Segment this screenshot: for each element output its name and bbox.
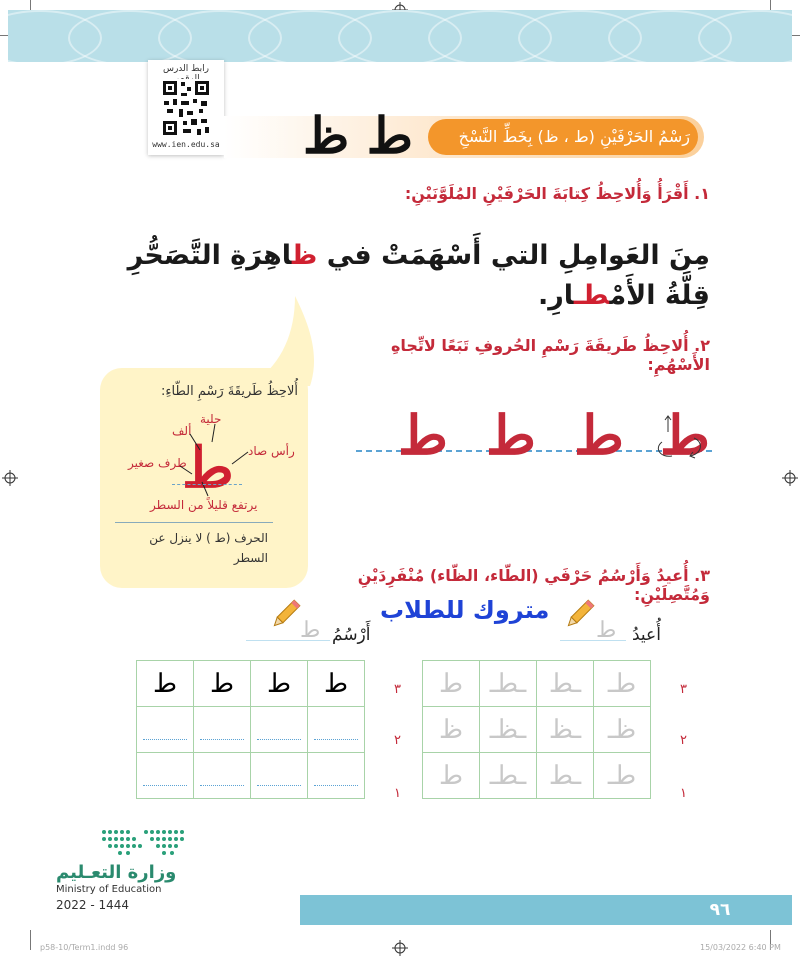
- cell-letter: طـ: [607, 760, 637, 791]
- qr-code-box[interactable]: [148, 60, 224, 155]
- grid-cell[interactable]: [194, 753, 251, 799]
- cell-letter: ط: [438, 668, 464, 699]
- row-number: ١: [680, 786, 687, 801]
- stroke-letter: ط: [660, 403, 710, 467]
- grid-cell[interactable]: [594, 753, 651, 799]
- callout-title: أُلاحِظُ طَريقَةَ رَسْمِ الطّاءِ:: [161, 384, 298, 399]
- cell-letter: ظـ: [607, 714, 637, 745]
- students-note: متروك للطلاب: [380, 596, 550, 624]
- label-ras-sad: رأس صاد: [248, 444, 295, 458]
- grid-cell[interactable]: [480, 661, 537, 707]
- cell-letter: ـط: [548, 760, 582, 791]
- label-rise: يرتفع قليلاً من السطر: [150, 498, 258, 512]
- stroke-letter: ط: [486, 403, 536, 467]
- stroke-direction-arrows-icon: [650, 412, 710, 464]
- grid-row: [137, 661, 365, 707]
- faint-letter: ط: [596, 618, 617, 643]
- grid-cell[interactable]: [251, 707, 308, 753]
- grid-row: [423, 753, 651, 799]
- faint-letter: ط: [300, 618, 321, 643]
- crop-mark: [30, 930, 31, 950]
- callout-baseline: [172, 484, 242, 485]
- sentence-part: مِنَ العَوامِلِ التي أَسْهَمَتْ في: [317, 240, 710, 271]
- grid-cell[interactable]: [194, 707, 251, 753]
- cell-letter: طـ: [607, 668, 637, 699]
- title-letters: ط ظ: [303, 106, 413, 165]
- highlighted-letter: طـ: [573, 280, 610, 311]
- grid-row: [137, 753, 365, 799]
- highlighted-letter: ظ: [291, 240, 318, 271]
- grid-row: [423, 661, 651, 707]
- sentence-part: ارِ.: [537, 280, 574, 311]
- callout-note: الحرف (ط ) لا ينزل عن السطر: [149, 531, 268, 565]
- trace-grid: [422, 660, 651, 799]
- grid-cell[interactable]: [537, 661, 594, 707]
- grid-cell[interactable]: [308, 707, 365, 753]
- crop-mark: [30, 0, 31, 10]
- page-number: ٩٦: [709, 900, 731, 920]
- cell-letter: ط: [438, 760, 464, 791]
- cell-letter: ط: [152, 668, 178, 699]
- grid-cell[interactable]: [537, 707, 594, 753]
- row-number: ٣: [394, 682, 401, 697]
- cell-letter: ـطـ: [489, 668, 527, 699]
- row-number: ١: [394, 786, 401, 801]
- grid-cell[interactable]: [480, 707, 537, 753]
- trace-line: [560, 640, 626, 641]
- ministry-name-english: Ministry of Education: [56, 884, 162, 895]
- label-taraf: طرف صغير: [128, 456, 187, 470]
- grid-cell[interactable]: [137, 707, 194, 753]
- grid-cell[interactable]: [537, 753, 594, 799]
- grid-cell[interactable]: [423, 707, 480, 753]
- draw-grid: [136, 660, 365, 799]
- cell-letter: ـظ: [548, 714, 582, 745]
- row-number: ٢: [394, 733, 401, 748]
- question-3-heading: ٣. أُعيدُ وَأَرْسُمُ حَرْفَي (الطّاء، الظّاء) مُنْفَرِدَيْنِ وَمُتَّصِلَيْنِ:: [357, 566, 710, 604]
- grid-cell[interactable]: [594, 661, 651, 707]
- print-file-info: p58-10/Term1.indd 96: [40, 943, 129, 952]
- print-date-info: 15/03/2022 6:40 PM: [700, 943, 781, 952]
- arrow-icon: [160, 410, 280, 510]
- cell-letter: ظ: [438, 714, 464, 745]
- edition-year: 2022 - 1444: [56, 898, 130, 912]
- grid-cell[interactable]: [594, 707, 651, 753]
- grid-row: [137, 707, 365, 753]
- stroke-letter: ط: [398, 403, 448, 467]
- repeat-label: أُعيدُ: [632, 625, 661, 645]
- row-number: ٣: [680, 682, 687, 697]
- grid-cell[interactable]: [251, 661, 308, 707]
- qr-caption: رابط الدرس: [162, 64, 210, 74]
- trace-line: [246, 640, 330, 641]
- pencil-icon: [562, 598, 596, 632]
- callout-divider: [115, 522, 273, 523]
- grid-cell[interactable]: [308, 661, 365, 707]
- cell-letter: ط: [266, 668, 292, 699]
- question-2-heading: ٢. أُلاحِظُ طَريقَةَ رَسْمِ الحُروفِ تَبَعًا لاتِّجاهِ الأَسْهُمِ:: [390, 336, 710, 374]
- sentence-part: اهِرَةِ التَّصَحُّرِ قِلَّةُ الأَمْ: [127, 240, 710, 311]
- ministry-name-arabic: وزارة التعـليم: [56, 862, 177, 883]
- crop-mark: [770, 0, 771, 10]
- cell-letter: ط: [323, 668, 349, 699]
- draw-label: أَرْسُمُ: [332, 625, 371, 645]
- reading-sentence: [80, 236, 710, 316]
- grid-cell[interactable]: [480, 753, 537, 799]
- label-hilya: حلية: [200, 412, 222, 426]
- pencil-icon: [268, 598, 302, 632]
- crop-mark: [0, 35, 8, 36]
- grid-cell[interactable]: [137, 661, 194, 707]
- grid-cell[interactable]: [423, 661, 480, 707]
- cell-letter: ـط: [548, 668, 582, 699]
- cell-letter: ـطـ: [489, 760, 527, 791]
- question-1-heading: ١. أَقْرَأُ وَأُلاحِظُ كِتابَةَ الحَرْفَيْنِ المُلَوَّنَيْنِ:: [404, 184, 710, 203]
- label-alif: ألف: [172, 424, 192, 438]
- grid-cell[interactable]: [251, 753, 308, 799]
- registration-mark-icon: [2, 470, 18, 486]
- registration-mark-icon: [392, 940, 408, 956]
- grid-row: [423, 707, 651, 753]
- grid-cell[interactable]: [137, 753, 194, 799]
- callout-letter: ط: [182, 435, 234, 501]
- registration-mark-icon: [782, 470, 798, 486]
- top-banner: [8, 10, 792, 62]
- grid-cell[interactable]: [194, 661, 251, 707]
- cell-letter: ـظـ: [489, 714, 527, 745]
- row-number: ٢: [680, 733, 687, 748]
- cell-letter: ط: [209, 668, 235, 699]
- ministry-logo-icon: [100, 826, 190, 860]
- qr-url[interactable]: www.ien.edu.sa: [152, 140, 220, 149]
- stroke-letter: ط: [574, 403, 624, 467]
- grid-cell[interactable]: [423, 753, 480, 799]
- lesson-title: رَسْمُ الحَرْفَيْنِ (ط ، ظ) بِخَطِّ النَّسْخِ: [458, 127, 690, 146]
- qr-code-icon: [161, 79, 211, 137]
- grid-cell[interactable]: [308, 753, 365, 799]
- crop-mark: [792, 35, 800, 36]
